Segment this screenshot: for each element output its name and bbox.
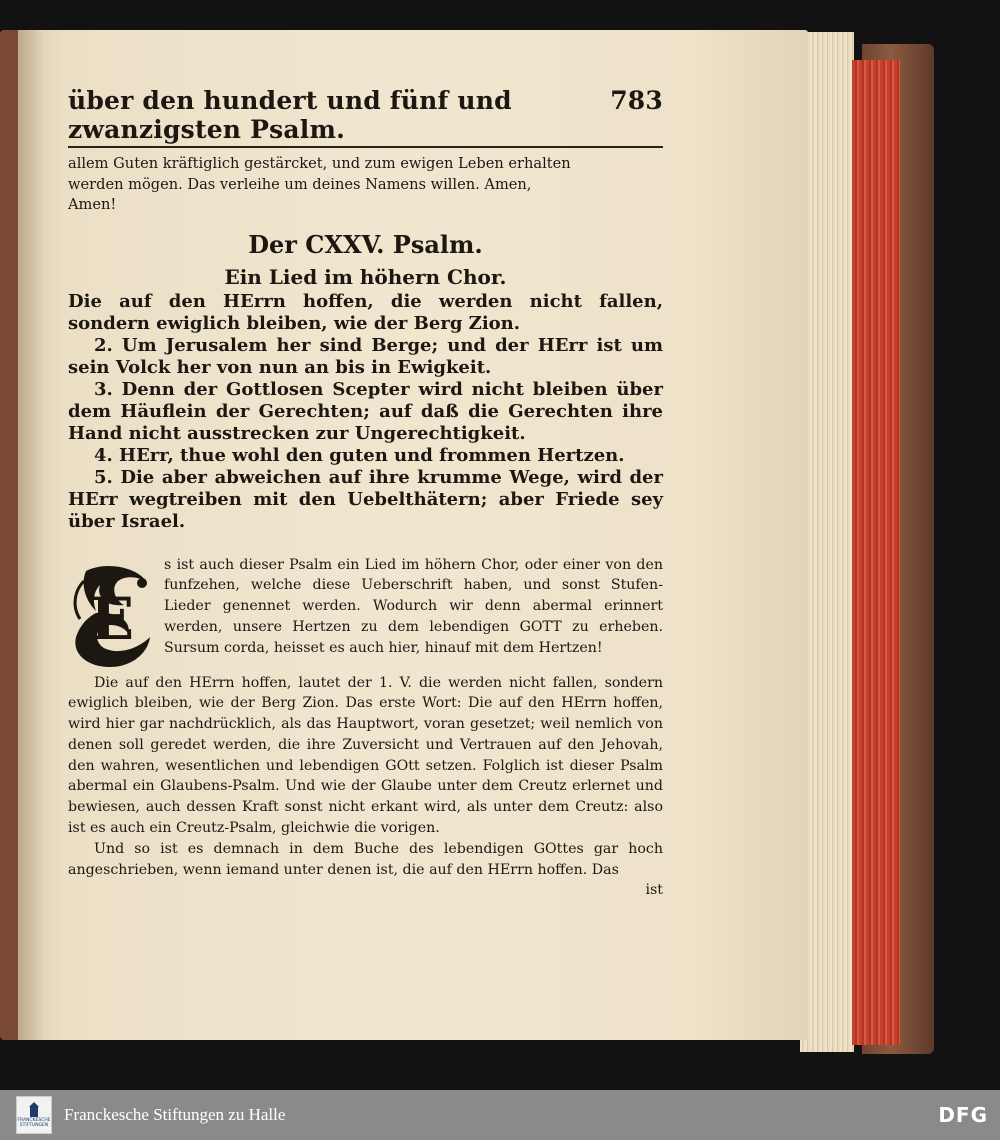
- dfg-logo[interactable]: DFG: [938, 1103, 988, 1127]
- institution-logo[interactable]: [16, 1096, 52, 1134]
- verse-3: 3. Denn der Gottlosen Scepter wird nicht bleiben über dem Häuflein der Gerechten; auf daß die Gerechten ihre Hand nicht ausstrecken zur Ungerechtigkeit.: [68, 378, 663, 444]
- verse-2: 2. Um Jerusalem her sind Berge; und der HErr ist um sein Volck her von nun an bis in Ewigkeit.: [68, 334, 663, 378]
- page-gutter: [18, 30, 42, 1040]
- dropcap-letter: E: [89, 584, 135, 653]
- catchword: ist: [645, 882, 663, 899]
- commentary-paragraph: Die auf den HErrn hoffen, lautet der 1. V. die werden nicht fallen, sondern ewiglich bleiben, wie der Berg Zion. Das erste Wort: Die auf den HErrn hoffen, wird hier gar nachdrücklich, als das Hauptwort, voran gesetzet; weil nemlich von denen soll geredet werden, die ihre Zuversicht und Vertrauen auf den Jehovah, den wahren, wesentlichen und lebendigen GOtt setzen. Folglich ist dieser Psalm abermal ein Glaubens-Psalm. Und wie der Glaube unter dem Creutz erlernet und bewiesen, auch dessen Kraft sonst nicht erkant wird, als unter dem Creutz: also ist es auch ein Creutz-Psalm, gleichwie die vorigen.: [68, 674, 663, 837]
- intro-line: allem Guten kräftiglich gestärcket, und zum ewigen Leben erhalten: [68, 155, 571, 172]
- footer-bar: [0, 1090, 1000, 1140]
- logo-text: FRANCKESCHE: [17, 1118, 51, 1123]
- ornamental-initial: [68, 561, 158, 673]
- page-text: [68, 86, 663, 901]
- verse-4: 4. HErr, thue wohl den guten und frommen Hertzen.: [94, 444, 625, 466]
- psalm-verses: [68, 291, 663, 533]
- building-icon: [27, 1102, 41, 1118]
- commentary-opening: [68, 555, 663, 673]
- running-head: über den hundert und fünf und zwanzigsten Psalm.: [68, 86, 512, 144]
- commentary-paragraph: Und so ist es demnach in dem Buche des lebendigen GOttes gar hoch angeschrieben, wenn iemand unter denen ist, die auf den HErrn hoffen. Das: [68, 840, 663, 878]
- intro-line: Amen!: [68, 196, 117, 213]
- page-number: 783: [610, 86, 663, 115]
- commentary-first-paragraph: s ist auch dieser Psalm ein Lied im höhern Chor, oder einer von den funfzehen, welche diese Ueberschrift haben, und sonst Stufen-Lieder genennet werden. Wodurch wir denn abermal erinnert werden, unsere Hertzen zu dem lebendigen GOTT zu erheben. Sursum corda, heisset es auch hier, hinauf mit dem Hertzen!: [164, 556, 663, 656]
- psalm-title: Der CXXV. Psalm.: [248, 229, 483, 259]
- intro-text: [68, 154, 663, 216]
- logo-text: STIFTUNGEN: [19, 1123, 49, 1128]
- page-edges: [800, 32, 854, 1052]
- verse-5: 5. Die aber abweichen auf ihre krumme Wege, wird der HErr wegtreiben mit den Uebelthätern; aber Friede sey über Israel.: [68, 466, 663, 532]
- running-header: [68, 86, 663, 148]
- red-page-edges: [852, 60, 900, 1045]
- verse-1: Die auf den HErrn hoffen, die werden nicht fallen, sondern ewiglich bleiben, wie der Berg Zion.: [68, 290, 663, 334]
- institution-name[interactable]: Franckesche Stiftungen zu Halle: [64, 1105, 286, 1124]
- psalm-subtitle: Ein Lied im höhern Chor.: [224, 264, 507, 289]
- intro-line: werden mögen. Das verleihe um deines Namens willen. Amen,: [68, 175, 532, 193]
